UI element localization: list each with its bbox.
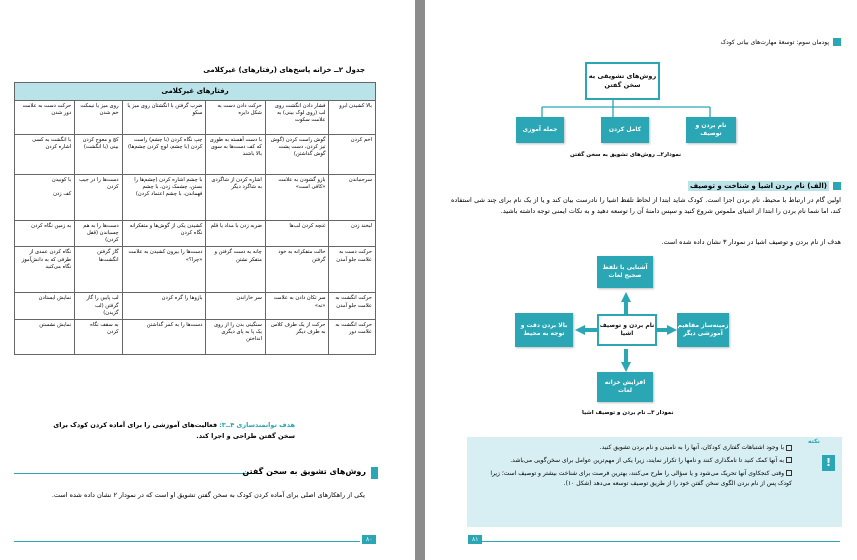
table-cell: بازوها را گره کردن (122, 293, 206, 319)
diagram1-child: نام بردن و توصیف (686, 117, 736, 143)
table-cell: حرکت انگشت به علامت جلو آمدن (329, 293, 376, 319)
section-marker (371, 467, 378, 479)
table-cell: غنچه کردن لب‌ها (265, 221, 329, 247)
table-cell: حرکت انگشت به علامت دور (329, 319, 376, 354)
table-cell: لبخند زدن (329, 221, 376, 247)
diagram2-bottom: افزایش خزانه لغات (597, 372, 653, 402)
arrow-shaft (584, 328, 597, 332)
exclamation-icon: ! (822, 455, 835, 471)
empowerment-goal (40, 420, 295, 442)
page-number: ۸۰ (362, 535, 376, 544)
table-cell: اشاره کردن از شاگردی به شاگرد دیگر (206, 175, 266, 221)
table-cell: دست‌ها را در جیب کردن (75, 175, 122, 221)
table-cell: نگاه کردن عمدی از طرفی که به دانش‌آموز نگاه می‌کنید (15, 247, 75, 293)
table-row (15, 247, 376, 293)
arrow-shaft (624, 301, 628, 314)
footer-rule (14, 541, 360, 542)
section-title: روش‌های تشویق به سخن گفتن (242, 467, 366, 476)
table-cell: دست‌ها را بیرون کشیدن به علامت «چرا؟» (122, 247, 206, 293)
body-paragraph: اولین گام در ارتباط با محیط، نام بردن اجزا است. کودک شاید ابتدا از لحاظ تلفظ اشیا را نادرست بیان کند و یا از یک نام برای چند شی استفاده کند، اما شما نام بردن را ابتدا از اشیای ملموس شروع کنید و سپس دامنهٔ آن را توسعه دهید و به نکات ایمنی توجه داشته باشید. (451, 196, 841, 215)
arrow-shaft (624, 349, 628, 363)
table-row (15, 319, 376, 354)
footer-rule (480, 541, 840, 542)
table-cell: لب پایین را گاز گرفتن (لب گزیدن) (75, 293, 122, 319)
intro-paragraph: یکی از راهکارهای اصلی برای آماده کردن کودک به سخن گفتن تشویق او است که در نمودار ۲ نشان داده شده است. (51, 491, 365, 499)
checkbox-icon (786, 445, 792, 451)
table-band-header: رفتارهای غیرکلامی (15, 83, 376, 101)
book-gutter (415, 0, 425, 560)
section-rule (14, 473, 251, 474)
subsection-title: (الف) نام بردن اشیا و شناخت و توصیف (689, 182, 827, 190)
table-cell: به سقف نگاه کردن (75, 319, 122, 354)
diagram1-child: جمله آموزی (516, 117, 564, 143)
table-cell: گاز گرفتن انگشت‌ها (75, 247, 122, 293)
table-cell: به زمین نگاه کردن (15, 221, 75, 247)
header-text: پودمان سوم: توسعهٔ مهارت‌های بیانی کودک (720, 38, 829, 46)
table-cell: با انگشت به کسی اشاره کردن (15, 135, 75, 175)
right-page (425, 0, 857, 560)
table-cell: فشار دادن انگشت روی لب (روی لوک بینی) به علامت سکوت (265, 101, 329, 135)
note-text: با وجود اشتباهات گفتاری کودکان، آنها را به نامیدن و نام بردن تشویق کنید. (599, 444, 784, 451)
table-cell: چانه به دست گرفتن و متفکر نشتن (206, 247, 266, 293)
table-cell: نمایش ایستادن (15, 293, 75, 319)
note-sidebar (800, 437, 842, 527)
table-row (15, 135, 376, 175)
table-row (15, 101, 376, 135)
table-cell: حرکت دادن دست به شکل دایره (206, 101, 266, 135)
table-row (15, 221, 376, 247)
note-box (467, 437, 800, 527)
body-paragraph: هدف از نام بردن و توصیف اشیا در نمودار ۳ نشان داده شده است. (661, 238, 841, 246)
diagram1-root: روش‌های تشویقی به سخن گفتن (585, 62, 660, 100)
table-cell: نمایش نشستن (15, 319, 75, 354)
section-heading (14, 467, 366, 479)
note-item (475, 443, 792, 453)
checkbox-icon (786, 457, 792, 463)
table-cell: حرکت از یک طرف کلاس به طرف دیگر (265, 319, 329, 354)
table-cell: دست‌ها را به کمر گذاشتن (122, 319, 206, 354)
table-cell: با چشم اشاره کردن (چشم‌ها را بستن، چشمک زدن، با چشم فهماندن، با چشم اعتماد کردن) (122, 175, 206, 221)
nonverbal-behaviors-table (14, 82, 376, 355)
note-text: به آنها کمک کنید تا نامگذاری کنند و نامها را تکرار نمایند، زیرا یکی از مهم‌ترین عوامل برای سخن‌گویی می‌باشد. (510, 456, 784, 464)
arrow-right (667, 325, 677, 335)
diagram2-right: زمینه‌ساز مفاهیم آموزشی دیگر (677, 313, 729, 347)
left-page (0, 0, 415, 560)
table-cell: سنگینی بدن را از روی یک پا به پای دیگری انداختن (206, 319, 266, 354)
table-cell: دست‌ها را به هم چسباندن (قفل کردن) (75, 221, 122, 247)
table-cell: سر تکان دادن به علامت «نه» (265, 293, 329, 319)
diagram2-top: آشنایی با تلفظ صحیح لغات (597, 256, 653, 288)
note-item (475, 469, 792, 489)
table-cell: گوش راست کردن (گوش تیز کردن، دست پشت گوش گذاشتن) (265, 135, 329, 175)
table-cell: روی میز یا نیمکت خم شدن (75, 101, 122, 135)
table-row (15, 293, 376, 319)
checkbox-icon (786, 470, 792, 476)
note-text: وقتی کنجکاوی آنها تحریک می‌شود و یا سؤالی را طرح می‌کنند، بهترین فرصت برای شناخت بیشتر و توصیف است؛ زیرا کودک پس از نام بردن الگوی سخن گفتن خود را از طریق توصیف توسعه می‌دهد (شکل ۱۰). (490, 469, 792, 487)
table-cell (15, 175, 75, 221)
table-cell: اخم کردن (329, 135, 376, 175)
table-cell: سر خاراندن (206, 293, 266, 319)
goal-label: هدف توانمندسازی ۴ــ۳: (219, 421, 295, 429)
diagram1-caption: نمودار۲ــ روش‌های تشویق به سخن گفتن (570, 152, 682, 158)
table-cell: سرجنباندن (329, 175, 376, 221)
table-cell: با دست آهسته به طوری که کف دست‌ها به سوی بالا باشند (206, 135, 266, 175)
arrow-down (621, 362, 631, 372)
table-cell: کشیدن یکی از گوش‌ها و متفکرانه نگاه کردن (122, 221, 206, 247)
diagram2-left: بالا بردن دقت و توجه به محیط (515, 313, 573, 347)
table-cell: حالت متفکرانه به خود گرفتن (265, 247, 329, 293)
table-cell: حرکت دست به علامت جلو آمدن (329, 247, 376, 293)
diagram2-caption: نمودار ۳ــ نام بردن و توصیف اشیا (582, 410, 674, 416)
table-cell: کج و معوج کردن بینی (با انگشت) (75, 135, 122, 175)
table-cell: چپ نگاه کردن (با چشم) راست کردن (با چشم، لوچ کردن چشم‌ها) (122, 135, 206, 175)
goal-text: فعالیت‌های آموزشی را برای آماده کردن کودک برای سخن گفتن طراحی و اجرا کند. (53, 421, 295, 441)
arrow-up (621, 292, 631, 302)
note-label: نکته (808, 438, 820, 445)
arrow-left (575, 325, 585, 335)
page-number: ۸۱ (468, 535, 482, 544)
table-cell: حرکت دست به علامت دور شدن (15, 101, 75, 135)
table-cell: بازو گشودن به علامت «کافی است» (265, 175, 329, 221)
diagram1-child: کامل کردن (601, 117, 649, 143)
table-row (15, 175, 376, 221)
table-title: جدول ۲ــ خزانه پاسخ‌های (رفتارهای) غیرکلامی (203, 66, 365, 74)
table-cell: ضرب گرفتن با انگشتان روی میز یا سکو (122, 101, 206, 135)
diagram2-center: نام بردن و توصیف اشیا (597, 314, 657, 346)
cell-line: کف زدن (53, 191, 72, 198)
subsection-heading (688, 181, 841, 191)
table-cell: بالا کشیدن ابرو (329, 101, 376, 135)
note-item (475, 456, 792, 466)
subsection-marker (833, 182, 841, 190)
table-cell: ضربه زدن با مداد یا قلم (206, 221, 266, 247)
cell-line: با کوبیدن (51, 177, 72, 184)
